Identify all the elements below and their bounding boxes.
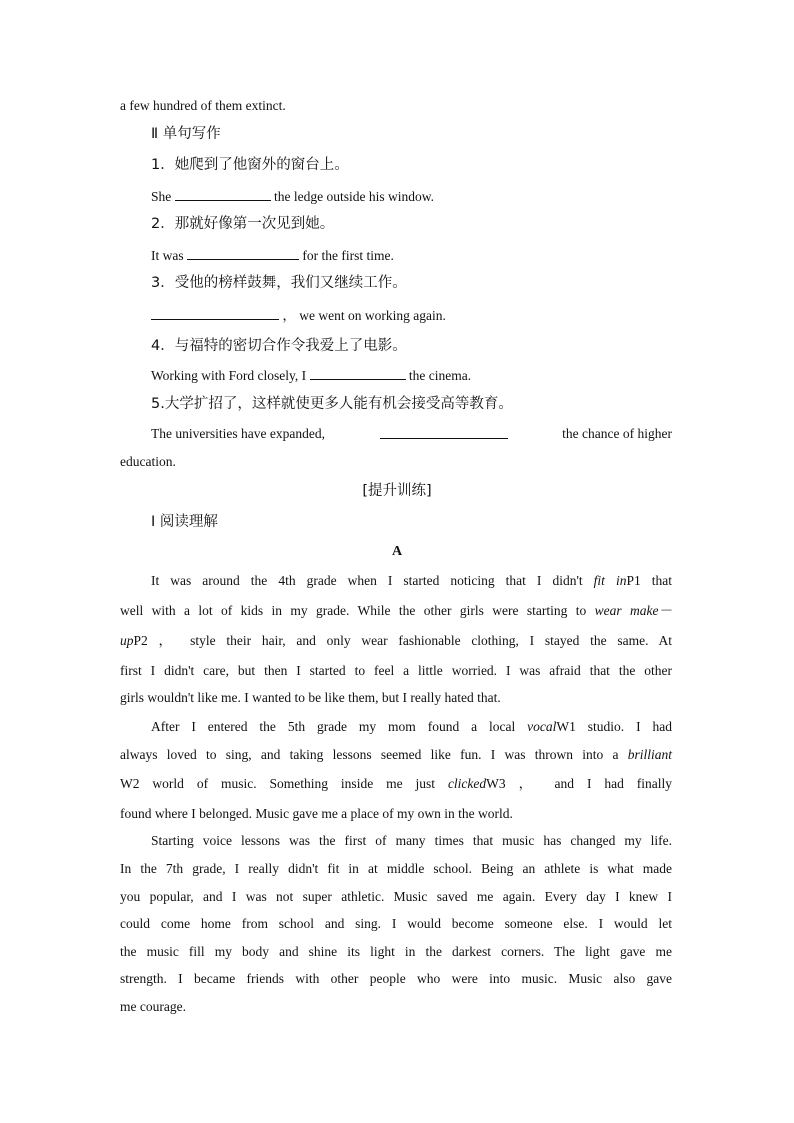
para2-line-2: always loved to sing, and taking lessons seemed like fun. I was thrown into a brilliant <box>120 747 672 762</box>
para2-line-4: found where I belonged. Music gave me a place of my own in the world. <box>120 806 513 821</box>
item-5-continuation: education. <box>120 454 176 469</box>
glossed-word: up <box>120 633 134 648</box>
glossed-word: wear make－ <box>594 603 673 618</box>
item-2-pre: It was <box>151 248 184 263</box>
para1-line-2: well with a lot of kids in my grade. While the other girls were starting to wear make－ <box>120 603 673 618</box>
para3-line-6: strength. I became friends with other people who were into music. Music also gave <box>120 971 672 986</box>
answer-blank-4[interactable] <box>310 365 406 380</box>
item-3-chinese: 3．受他的榜样鼓舞，我们又继续工作。 <box>151 275 407 291</box>
item-5-chinese: 5.大学扩招了，这样就使更多人能有机会接受高等教育。 <box>151 396 513 412</box>
answer-blank-3[interactable] <box>151 305 279 320</box>
para1-line-5: girls wouldn't like me. I wanted to be like them, but I really hated that. <box>120 690 501 705</box>
reading-heading: Ⅰ 阅读理解 <box>151 514 218 530</box>
para2-line-3: W2 world of music. Something inside me just clickedW3 ， and I had finally <box>120 776 672 791</box>
para3-line-2: In the 7th grade, I really didn't fit in at middle school. Being an athlete is what made <box>120 861 672 876</box>
item-1-english <box>151 186 672 207</box>
item-2-post: for the first time. <box>302 248 394 263</box>
para3-line-3: you popular, and I was not super athletic. Music saved me again. Every day I knew I <box>120 889 672 904</box>
item-4-english <box>151 365 672 386</box>
training-title: [提升训练] <box>362 483 432 499</box>
item-3-post: ， we went on working again. <box>282 308 446 323</box>
glossed-word: clicked <box>447 776 487 791</box>
answer-blank-5[interactable] <box>380 424 508 439</box>
para2-line-1: After I entered the 5th grade my mom found a local vocalW1 studio. I had <box>151 719 672 734</box>
item-1-pre: She <box>151 189 172 204</box>
glossed-word: vocal <box>527 719 557 734</box>
passage-label: A <box>391 544 403 559</box>
item-5-pre: The universities have expanded, <box>151 426 325 441</box>
item-3-english <box>151 305 672 326</box>
para1-line-1: It was around the 4th grade when I started noticing that I didn't fit inP1 that <box>151 573 672 588</box>
item-5-post: the chance of higher <box>562 426 672 441</box>
item-4-pre: Working with Ford closely, I <box>151 368 307 383</box>
item-5-english <box>151 424 672 444</box>
glossed-word: brilliant <box>627 747 672 762</box>
top-line: a few hundred of them extinct. <box>120 98 286 113</box>
item-2-chinese: 2．那就好像第一次见到她。 <box>151 216 335 232</box>
para1-line-4: first I didn't care, but then I started to feel a little worried. I was afraid that the other <box>120 663 672 678</box>
para1-line-3: upP2 ， style their hair, and only wear fashionable clothing, I stayed the same. At <box>120 633 672 648</box>
item-1-post: the ledge outside his window. <box>274 189 434 204</box>
section-heading-sentence-writing: Ⅱ 单句写作 <box>151 126 221 142</box>
para3-line-5: the music fill my body and shine its light in the darkest corners. The light gave me <box>120 944 672 959</box>
answer-blank-1[interactable] <box>175 186 271 201</box>
para3-line-4: could come home from school and sing. I would become someone else. I would let <box>120 916 672 931</box>
para3-line-1: Starting voice lessons was the first of many times that music has changed my life. <box>151 833 672 848</box>
glossed-word: fit in <box>593 573 627 588</box>
item-1-chinese: 1．她爬到了他窗外的窗台上。 <box>151 157 349 173</box>
answer-blank-2[interactable] <box>187 245 299 260</box>
para3-line-7: me courage. <box>120 999 186 1014</box>
item-4-post: the cinema. <box>408 368 472 383</box>
item-4-chinese: 4．与福特的密切合作令我爱上了电影。 <box>151 338 407 354</box>
item-2-english <box>151 245 672 266</box>
